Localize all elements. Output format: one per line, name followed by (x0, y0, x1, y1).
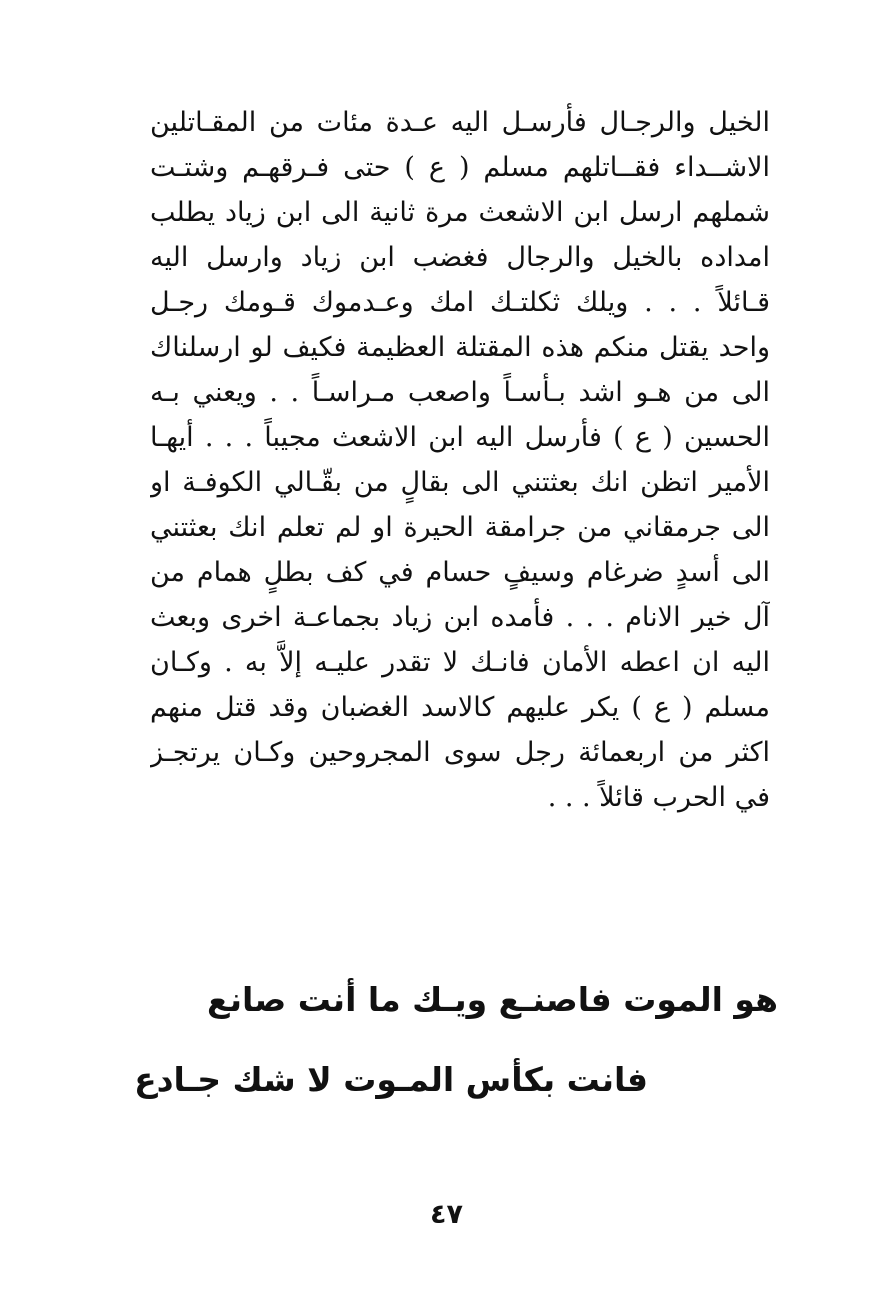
verse-first-hemistich: هو الموت فاصنـع ويـك ما أنت صانع (207, 980, 778, 1019)
text-line: اكثر من اربعمائة رجل سوى المجروحين وكـان يرتجـز (150, 737, 770, 768)
text-line: مسلم ( ع ) يكر عليهم كالاسد الغضبان وقد قتل منهم (150, 692, 770, 723)
text-line: شملهم ارسل ابن الاشعث مرة ثانية الى ابن زياد يطلب (150, 197, 770, 228)
verse-second-hemistich: فانت بكأس المـوت لا شك جـادع (134, 1060, 648, 1099)
text-line: آل خير الانام . . . فأمده ابن زياد بجماعـة اخرى وبعث (150, 602, 770, 633)
text-line: اليه ان اعطه الأمان فانـك لا تقدر عليـه إلاَّ به . وكـان (150, 647, 770, 678)
text-line: الاشــداء فقــاتلهم مسلم ( ع ) حتى فـرقهـم وشتـت (150, 152, 770, 183)
text-line: الى أسدٍ ضرغام وسيفٍ حسام في كف بطلٍ همام من (150, 557, 770, 588)
page-number: ٤٧ (430, 1199, 463, 1230)
text-line: امداده بالخيل والرجال فغضب ابن زياد وارسل اليه (150, 242, 770, 273)
text-line-last: في الحرب قائلاً . . . (547, 782, 770, 813)
text-line: الخيل والرجـال فأرسـل اليه عـدة مئات من المقـاتلين (150, 107, 770, 138)
body-paragraph (150, 100, 770, 820)
text-line: الحسين ( ع ) فأرسل اليه ابن الاشعث مجيباً . . . أيهـا (150, 422, 770, 453)
text-line: الأمير اتظن انك بعثتني الى بقالٍ من بقّـالي الكوفـة او (150, 467, 770, 498)
text-line: واحد يقتل منكم هذه المقتلة العظيمة فكيف لو ارسلناك (150, 332, 770, 363)
text-line: الى من هـو اشد بـأسـاً واصعب مـراسـاً . . ويعني بـه (150, 377, 770, 408)
text-line: قـائلاً . . . ويلك ثكلتـك امك وعـدموك قـومك رجـل (150, 287, 770, 318)
text-line: الى جرمقاني من جرامقة الحيرة او لم تعلم انك بعثتني (150, 512, 770, 543)
